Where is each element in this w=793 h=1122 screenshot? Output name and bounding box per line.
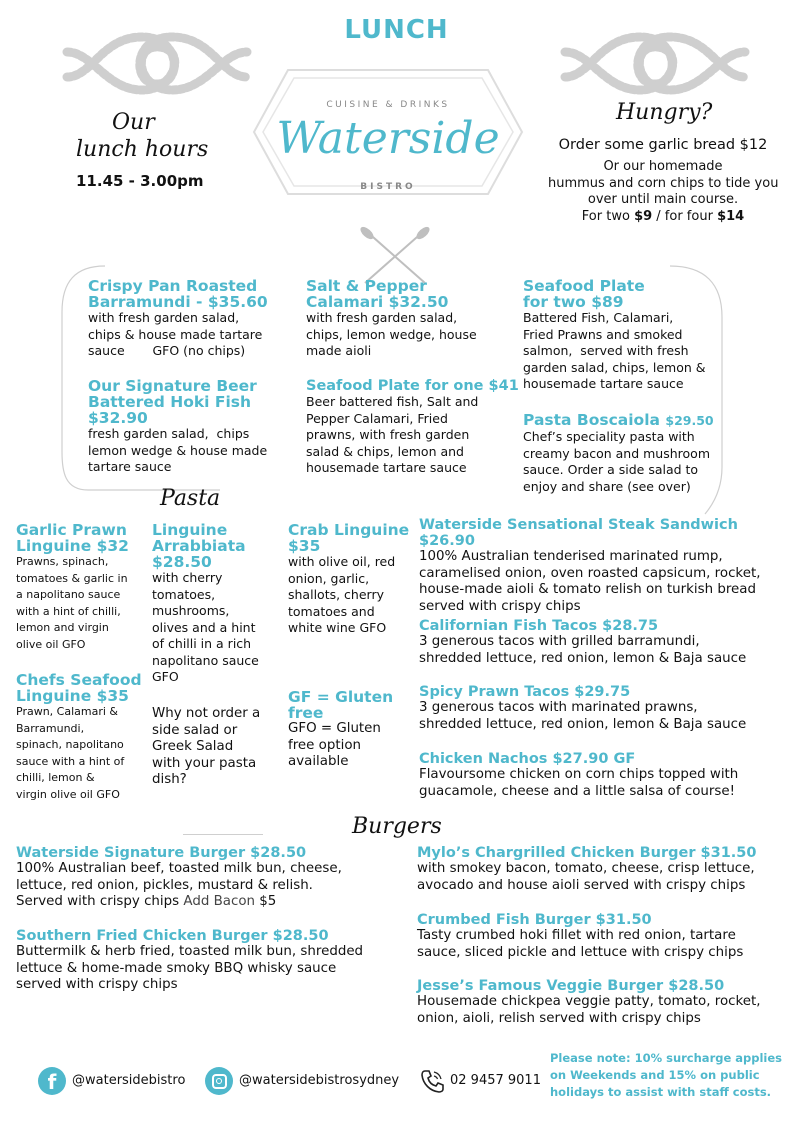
main-item-calamari bbox=[306, 278, 506, 360]
facebook-icon[interactable]: f bbox=[38, 1067, 66, 1095]
desc-line: garden salad, chips, lemon & bbox=[523, 359, 706, 375]
pasta-item-title bbox=[16, 672, 151, 704]
note-line: Please note: 10% surcharge applies bbox=[550, 1051, 783, 1065]
desc-line: served with crispy chips bbox=[16, 977, 178, 992]
desc-line: virgin olive oil GFO bbox=[16, 787, 120, 801]
burger-title: Jesse’s Famous Veggie Burger $28.50 bbox=[417, 978, 725, 994]
desc-line: Housemade chickpea veggie patty, tomato, rocket, bbox=[417, 994, 761, 1009]
pasta-item-arrabbiata bbox=[152, 522, 282, 686]
main-item-seafood-two bbox=[523, 278, 723, 393]
title-line: Our Signature Beer bbox=[88, 377, 257, 395]
hours-title-line2: lunch hours bbox=[76, 137, 209, 162]
note-line: on Weekends and 15% on public bbox=[550, 1068, 760, 1082]
burger-crumbed-fish bbox=[417, 912, 787, 961]
desc-line: Battered Fish, Calamari, bbox=[523, 310, 674, 325]
desc-line: 100% Australian tenderised marinated rump, bbox=[419, 549, 723, 564]
desc-line: prawns, with fresh garden bbox=[306, 427, 470, 442]
desc-line: olive oil GFO bbox=[16, 637, 86, 651]
hungry-price-two: $9 bbox=[634, 208, 653, 224]
desc-line: chilli, lemon & bbox=[16, 771, 95, 784]
title-line: $35 bbox=[288, 537, 321, 555]
note-line: side salad or bbox=[152, 722, 238, 738]
desc-line: shallots, cherry bbox=[288, 587, 384, 602]
desc-line: sauce. Order a side salad to bbox=[523, 462, 699, 477]
pasta-item-desc bbox=[288, 554, 413, 637]
desc-line: available bbox=[288, 754, 349, 769]
pasta-heading: Pasta bbox=[160, 486, 221, 511]
desc-line: tartare sauce bbox=[88, 459, 172, 474]
hungry-line1: Order some garlic bread $12 bbox=[558, 137, 768, 153]
desc-text: Served with crispy chips bbox=[16, 894, 184, 909]
burger-title: Waterside Signature Burger $28.50 bbox=[16, 845, 307, 861]
main-item-desc bbox=[88, 310, 288, 360]
burger-veggie bbox=[417, 978, 787, 1027]
desc-line: creamy bacon and mushroom bbox=[523, 445, 711, 461]
desc-line: sauce with a hint of bbox=[16, 754, 125, 768]
hungry-block bbox=[548, 136, 778, 225]
special-fish-tacos bbox=[419, 618, 789, 667]
instagram-icon[interactable] bbox=[205, 1067, 233, 1095]
hungry-price-four: $14 bbox=[717, 208, 745, 224]
desc-line: Barramundi, bbox=[16, 721, 85, 735]
desc-line: 100% Australian beef, toasted milk bun, cheese, bbox=[16, 861, 342, 876]
desc-line: caramelised onion, oven roasted capsicum, rocket, bbox=[419, 565, 761, 581]
desc-line: napolitano sauce bbox=[152, 652, 259, 668]
logo-tagline: CUISINE & DRINKS bbox=[326, 100, 450, 110]
desc-line: with smokey bacon, tomato, cheese, crisp lettuce, bbox=[417, 861, 755, 876]
title-line: Seafood Plate for one $41 bbox=[306, 378, 519, 394]
title-line: Salt & Pepper bbox=[306, 277, 427, 295]
main-item-title bbox=[523, 412, 723, 429]
desc-line: Prawn, Calamari & bbox=[16, 705, 118, 718]
pasta-item-garlic-prawn bbox=[16, 522, 151, 653]
desc-line: housemade tartare sauce bbox=[306, 460, 467, 475]
title-line: Barramundi - $35.60 bbox=[88, 293, 268, 311]
hungry-line3: hummus and corn chips to tide you bbox=[548, 175, 779, 191]
main-item-desc bbox=[306, 394, 506, 477]
title-line: GF = Gluten bbox=[288, 688, 394, 706]
desc-line: lettuce, red onion, pickles, mustard & relish. bbox=[16, 877, 313, 893]
main-item-desc bbox=[306, 310, 506, 360]
burger-desc bbox=[417, 861, 787, 894]
desc-line: housemade tartare sauce bbox=[523, 376, 684, 391]
hungry-line5-pre: For two bbox=[581, 208, 635, 224]
title-line: $28.50 bbox=[152, 553, 212, 571]
special-desc bbox=[419, 767, 789, 800]
desc-line: with fresh garden salad, bbox=[306, 310, 458, 325]
main-item-desc bbox=[523, 310, 723, 393]
desc-line: salad & chips, lemon and bbox=[306, 443, 464, 459]
special-steak-sandwich bbox=[419, 517, 789, 615]
special-desc bbox=[419, 634, 789, 667]
desc-line: Pepper Calamari, Fried bbox=[306, 410, 448, 426]
desc-line: house-made aioli & tomato relish on turkish bread bbox=[419, 582, 757, 597]
special-title: Spicy Prawn Tacos $29.75 bbox=[419, 684, 631, 700]
desc-line: 3 generous tacos with marinated prawns, bbox=[419, 700, 698, 715]
desc-line: spinach, napolitano bbox=[16, 738, 124, 751]
desc-line: Beer battered fish, Salt and bbox=[306, 394, 479, 409]
desc-line: enjoy and share (see over) bbox=[523, 478, 691, 494]
burger-signature bbox=[16, 845, 406, 911]
special-title: Waterside Sensational Steak Sandwich $26.90 bbox=[419, 517, 738, 549]
pasta-item-desc bbox=[16, 704, 151, 803]
hungry-line5 bbox=[548, 209, 778, 226]
phone-number[interactable]: 02 9457 9011 bbox=[450, 1073, 541, 1088]
main-item-barramundi bbox=[88, 278, 288, 360]
desc-line: with a hint of chilli, bbox=[16, 604, 121, 618]
main-item-title bbox=[88, 278, 288, 310]
phone-icon bbox=[420, 1068, 444, 1094]
desc-line: with cherry bbox=[152, 570, 223, 585]
desc-line: fresh garden salad, chips bbox=[88, 426, 250, 441]
title-line: Seafood Plate bbox=[523, 277, 645, 295]
desc-line: sauce, sliced pickle and lettuce with crispy chips bbox=[417, 944, 744, 960]
desc-line bbox=[16, 894, 406, 911]
hungry-line4: over until main course. bbox=[587, 192, 739, 207]
burgers-heading: Burgers bbox=[352, 814, 442, 839]
title-line: Chefs Seafood bbox=[16, 671, 142, 689]
main-item-desc bbox=[88, 426, 288, 476]
add-bacon-text: Add Bacon bbox=[183, 894, 256, 909]
pasta-salad-note bbox=[152, 706, 282, 789]
desc-line: shredded lettuce, red onion, lemon & Baja sauce bbox=[419, 716, 747, 732]
desc-line: tomatoes, bbox=[152, 586, 216, 602]
gf-title bbox=[288, 689, 413, 721]
special-title: Chicken Nachos $27.90 GF bbox=[419, 751, 636, 767]
desc-line: tomatoes and bbox=[288, 603, 375, 619]
special-prawn-tacos bbox=[419, 684, 789, 733]
instagram-handle[interactable]: @watersidebistrosydney bbox=[239, 1073, 400, 1088]
title-line: Linguine $35 bbox=[16, 687, 129, 705]
desc-line: guacamole, cheese and a little salsa of course! bbox=[419, 783, 735, 799]
desc-line: onion, garlic, bbox=[288, 570, 370, 586]
title-line: Crispy Pan Roasted bbox=[88, 277, 258, 295]
desc-line: Buttermilk & herb fried, toasted milk bun, shredded bbox=[16, 944, 364, 959]
desc-line: salmon, served with fresh bbox=[523, 343, 689, 358]
hungry-line2: Or our homemade bbox=[603, 159, 723, 174]
special-desc bbox=[419, 700, 789, 733]
special-desc bbox=[419, 549, 789, 615]
note-line: dish? bbox=[152, 772, 187, 787]
burger-desc bbox=[417, 928, 787, 961]
title-price: $29.50 bbox=[665, 413, 714, 428]
pasta-item-desc bbox=[16, 554, 151, 653]
note-line: Why not order a bbox=[152, 706, 261, 721]
burger-mylos bbox=[417, 845, 787, 894]
main-item-hoki bbox=[88, 378, 288, 476]
logo-subtitle: BISTRO bbox=[360, 182, 416, 192]
desc-line: lemon and virgin bbox=[16, 621, 109, 634]
desc-line: 3 generous tacos with grilled barramundi, bbox=[419, 634, 700, 649]
title-line: Garlic Prawn bbox=[16, 521, 127, 539]
burgers-divider bbox=[183, 834, 263, 835]
pasta-item-desc bbox=[152, 570, 282, 686]
desc-line: tomatoes & garlic in bbox=[16, 571, 128, 585]
desc-line: mushrooms, bbox=[152, 603, 230, 618]
title-line: Linguine $32 bbox=[16, 537, 129, 555]
desc-line: lettuce & home-made smoky BBQ whisky sauce bbox=[16, 960, 337, 976]
main-item-boscaiola bbox=[523, 412, 723, 495]
gf-desc bbox=[288, 721, 413, 771]
facebook-handle[interactable]: @watersidebistro bbox=[72, 1073, 186, 1088]
special-title: Californian Fish Tacos $28.75 bbox=[419, 618, 659, 634]
desc-line: lemon wedge & house made bbox=[88, 442, 268, 458]
desc-line: a napolitano sauce bbox=[16, 588, 121, 601]
desc-line: chips, lemon wedge, house bbox=[306, 326, 477, 342]
special-nachos bbox=[419, 751, 789, 800]
burger-southern-fried bbox=[16, 928, 406, 994]
title-line: Arrabbiata bbox=[152, 537, 246, 555]
logo-name: Waterside bbox=[276, 113, 500, 164]
page-title: LUNCH bbox=[344, 15, 449, 45]
desc-line: Tasty crumbed hoki fillet with red onion, tartare bbox=[417, 928, 736, 943]
desc-line: Fried Prawns and smoked bbox=[523, 326, 683, 342]
burger-desc bbox=[16, 861, 406, 911]
burger-title: Crumbed Fish Burger $31.50 bbox=[417, 912, 652, 928]
main-item-title bbox=[523, 278, 723, 310]
surcharge-note bbox=[550, 1050, 782, 1101]
desc-line: Flavoursome chicken on corn chips topped with bbox=[419, 767, 739, 782]
hungry-line5-mid: / for four bbox=[652, 208, 718, 224]
title-line: Battered Hoki Fish bbox=[88, 393, 252, 411]
main-item-desc bbox=[523, 429, 723, 495]
hours-title-line1: Our bbox=[112, 110, 155, 135]
title-line: for two $89 bbox=[523, 293, 624, 311]
burger-title: Southern Fried Chicken Burger $28.50 bbox=[16, 928, 329, 944]
note-line: with your pasta bbox=[152, 755, 257, 771]
pasta-item-title bbox=[152, 522, 282, 570]
title-main: Pasta Boscaiola bbox=[523, 411, 660, 429]
desc-line: white wine GFO bbox=[288, 620, 387, 635]
pasta-item-chefs-seafood bbox=[16, 672, 151, 803]
desc-line: with fresh garden salad, bbox=[88, 310, 240, 325]
note-line: holidays to assist with staff costs. bbox=[550, 1085, 772, 1099]
main-item-title bbox=[88, 378, 288, 426]
desc-line: Chef’s speciality pasta with bbox=[523, 429, 695, 444]
pasta-item-title bbox=[288, 522, 413, 554]
desc-line: GFO bbox=[152, 669, 179, 684]
gf-legend bbox=[288, 689, 413, 771]
burger-desc bbox=[16, 944, 406, 994]
title-line: Calamari $32.50 bbox=[306, 293, 449, 311]
title-line: $32.90 bbox=[88, 409, 148, 427]
burger-desc bbox=[417, 994, 787, 1027]
note-line: Greek Salad bbox=[152, 739, 234, 754]
desc-line: Prawns, spinach, bbox=[16, 555, 109, 568]
desc-line: of chilli in a rich bbox=[152, 636, 252, 651]
desc-line: onion, aioli, relish served with crispy chips bbox=[417, 1010, 701, 1026]
pasta-item-crab bbox=[288, 522, 413, 637]
title-line: Crab Linguine bbox=[288, 521, 410, 539]
hours-time: 11.45 - 3.00pm bbox=[76, 172, 204, 190]
desc-line: free option bbox=[288, 737, 362, 753]
desc-line: GFO = Gluten bbox=[288, 721, 381, 736]
desc-line: sauce GFO (no chips) bbox=[88, 343, 246, 358]
main-item-title bbox=[306, 278, 506, 310]
main-item-title bbox=[306, 378, 519, 394]
hungry-title: Hungry? bbox=[616, 100, 713, 125]
title-line: Linguine bbox=[152, 521, 228, 539]
desc-line: served with crispy chips bbox=[419, 598, 581, 614]
desc-line: with olive oil, red bbox=[288, 554, 396, 569]
add-bacon-price: $5 bbox=[255, 894, 277, 909]
title-line: free bbox=[288, 704, 324, 722]
pasta-item-title bbox=[16, 522, 151, 554]
desc-line: made aioli bbox=[306, 343, 372, 358]
burger-title: Mylo’s Chargrilled Chicken Burger $31.50 bbox=[417, 845, 757, 861]
desc-line: chips & house made tartare bbox=[88, 326, 263, 342]
desc-line: olives and a hint bbox=[152, 619, 256, 635]
desc-line: shredded lettuce, red onion, lemon & Baja sauce bbox=[419, 650, 747, 666]
main-item-seafood-one bbox=[306, 378, 519, 477]
desc-line: avocado and house aioli served with crispy chips bbox=[417, 877, 746, 893]
